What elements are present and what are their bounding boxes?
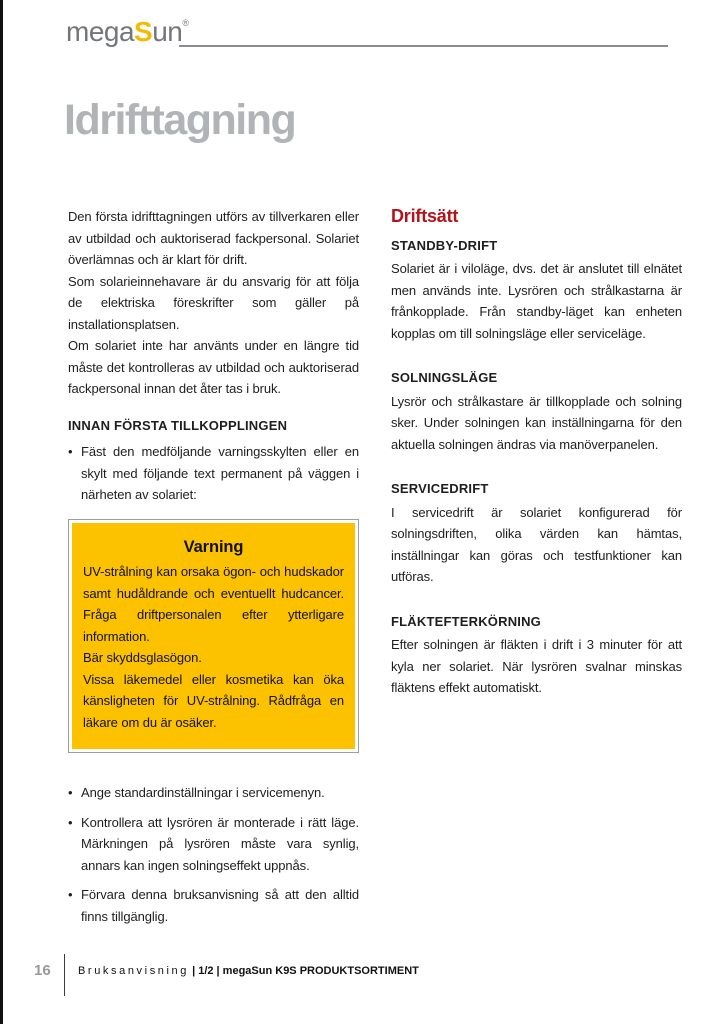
list-item: • Ange standardinställningar i servicemenyn.	[68, 782, 359, 804]
operating-modes-heading: Driftsätt	[391, 206, 459, 226]
warning-text: Vissa läkemedel eller kosmetika kan öka känsligheten för UV-strålning. Rådfråga en läkare om du är osäker.	[83, 671, 344, 730]
section-heading-before-first-start: INNAN FÖRSTA TILLKOPPLINGEN	[68, 417, 288, 433]
footer-text	[78, 965, 419, 977]
logo-text-prefix: mega	[66, 16, 135, 47]
bullet-list-after-box	[68, 782, 359, 927]
footer-doc-label: Bruksanvisning	[78, 965, 189, 977]
mode-section-title: FLÄKTEFTERKÖRNING	[391, 613, 541, 629]
intro-paragraph: Om solariet inte har använts under en längre tid måste det kontrolleras av utbildad och auktoriserad fackpersonal innan det åter tas i bruk.	[68, 338, 359, 396]
page-footer	[0, 952, 724, 998]
mode-section-standby	[391, 235, 682, 345]
mode-section-body: I servicedrift är solariet konfigurerad för solningsdriften, olika värden kan hämtas, inställningar kan göras och testfunktioner kan utföras.	[391, 504, 682, 584]
footer-doc-meta: | 1/2 | megaSun K9S PRODUKTSORTIMENT	[192, 965, 419, 977]
page-number: 16	[34, 962, 51, 979]
page-edge-bar	[0, 0, 3, 1024]
mode-section-fan-runout	[391, 611, 682, 699]
list-item: • Förvara denna bruksanvisning så att den alltid finns tillgänglig.	[68, 884, 359, 927]
mode-section-tanning	[391, 367, 682, 455]
logo-text-suffix: un	[152, 16, 183, 47]
bullet-list-before-box	[68, 441, 359, 506]
warning-text: Bär skyddsglasögon.	[83, 650, 202, 665]
warning-box-inner	[72, 523, 355, 750]
mode-section-body: Solariet är i viloläge, dvs. det är anslutet till elnätet men används inte. Lysrören och strålkastarna är frånkopplade. Från standby-läget kan enheten kopplas om till solningsläge eller serviceläge.	[391, 261, 682, 341]
footer-divider	[64, 954, 65, 996]
intro-paragraph: Den första idrifttagningen utförs av tillverkaren eller av utbildad och auktoriserad fackpersonal. Solariet överlämnas och är klart för drift.	[68, 209, 359, 267]
warning-title: Varning	[183, 537, 244, 556]
list-item: • Fäst den medföljande varningsskylten eller en skylt med följande text permanent på väggen i närheten av solariet:	[68, 441, 359, 506]
warning-text: UV-strålning kan orsaka ögon- och hudskador samt hudåldrande och eventuellt hudcancer. Fråga driftpersonalen efter ytterligare information.	[83, 564, 344, 644]
mode-section-title: SERVICEDRIFT	[391, 481, 489, 496]
megasun-logo	[66, 16, 189, 48]
content-columns	[68, 206, 682, 935]
intro-paragraph: Som solarieinnehavare är du ansvarig för att följa de elektriska föreskrifter som gäller på installationsplatsen.	[68, 273, 359, 332]
registered-trademark-icon: ®	[182, 18, 189, 28]
logo-accent-letter: S	[134, 16, 153, 47]
warning-box	[68, 519, 359, 754]
header-rule	[179, 45, 668, 47]
page-title: Idrifttagning	[64, 96, 296, 144]
mode-section-title: SOLNINGSLÄGE	[391, 370, 498, 385]
mode-section-service	[391, 478, 682, 588]
right-column	[391, 206, 682, 935]
mode-section-body: Efter solningen är fläkten i drift i 3 minuter för att kyla ner solariet. När lysrören svalnar minskas fläktens effekt automatiskt.	[391, 637, 682, 695]
mode-section-title: STANDBY-DRIFT	[391, 237, 498, 253]
list-item: • Kontrollera att lysrören är monterade i rätt läge. Märkningen på lysrören måste vara synlig, annars kan ingen solningseffekt uppnås.	[68, 812, 359, 877]
mode-section-body: Lysrör och strålkastare är tillkopplade och solning sker. Under solningen kan inställningarna för den aktuella solningen ändras via manöverpanelen.	[391, 393, 682, 452]
left-column	[68, 206, 359, 935]
